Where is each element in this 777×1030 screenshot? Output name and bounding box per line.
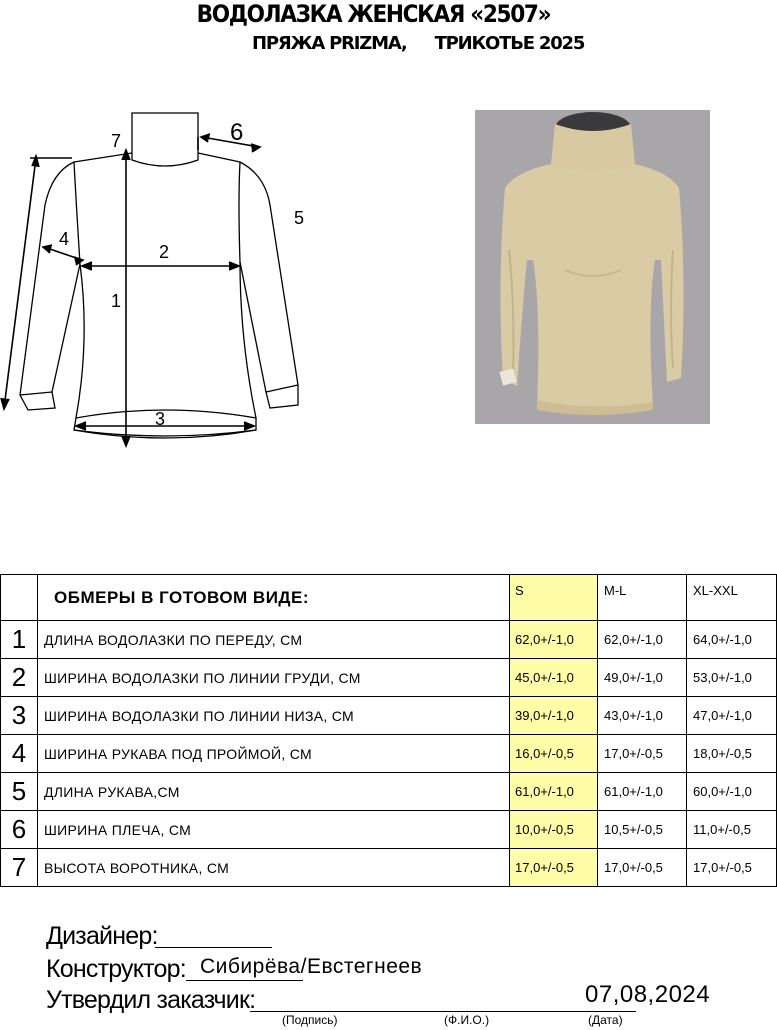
row-value-xl: 53,0+/-1,0: [687, 659, 777, 697]
row-value-s: 45,0+/-1,0: [510, 659, 598, 697]
row-name: ШИРИНА ВОДОЛАЗКИ ПО ЛИНИИ НИЗА, СМ: [38, 697, 510, 735]
label-6: 6: [230, 119, 244, 146]
row-value-xl: 18,0+/-0,5: [687, 735, 777, 773]
approval-signature-line: [250, 1011, 636, 1012]
table-row: [1, 735, 777, 773]
row-value-s: 61,0+/-1,0: [510, 773, 598, 811]
row-value-xl: 11,0+/-0,5: [687, 811, 777, 849]
caption-signature: (Подпись): [282, 1013, 338, 1027]
approval-date: 07,08,2024: [585, 981, 711, 1008]
sweater-outline: [20, 113, 298, 438]
row-number: 5: [1, 773, 38, 811]
row-name: ШИРИНА ПЛЕЧА, СМ: [38, 811, 510, 849]
row-value-ml: 10,5+/-0,5: [598, 811, 687, 849]
row-number: 2: [1, 659, 38, 697]
label-3: 3: [155, 409, 166, 429]
factory-label: ТРИКОТЬЕ 2025: [434, 33, 585, 54]
label-1: 1: [111, 291, 122, 311]
header-num-cell: [1, 575, 38, 621]
row-value-s: 62,0+/-1,0: [510, 621, 598, 659]
table-row: [1, 849, 777, 887]
garment-photo: [475, 110, 710, 424]
table-row: [1, 621, 777, 659]
caption-name: (Ф.И.О.): [444, 1013, 490, 1027]
constructor-signature-line: [186, 980, 303, 981]
label-4: 4: [59, 229, 70, 249]
size-xl-header: XL-XXL: [687, 575, 777, 621]
table-row: [1, 697, 777, 735]
measurements-table: [0, 574, 777, 887]
row-number: 4: [1, 735, 38, 773]
caption-date: (Дата): [588, 1013, 623, 1027]
row-value-s: 39,0+/-1,0: [510, 697, 598, 735]
row-value-ml: 43,0+/-1,0: [598, 697, 687, 735]
row-value-ml: 62,0+/-1,0: [598, 621, 687, 659]
row-value-xl: 17,0+/-0,5: [687, 849, 777, 887]
garment-sketch: [0, 95, 330, 455]
row-value-ml: 17,0+/-0,5: [598, 849, 687, 887]
approved-label: Утвердил заказчик:: [46, 986, 256, 1014]
table-title: ОБМЕРЫ В ГОТОВОМ ВИДЕ:: [38, 575, 510, 621]
size-s-header: S: [510, 575, 598, 621]
table-row: [1, 773, 777, 811]
row-number: 6: [1, 811, 38, 849]
row-name: ДЛИНА РУКАВА,СМ: [38, 773, 510, 811]
label-7: 7: [111, 131, 122, 151]
measurement-arrows: [1, 134, 260, 446]
row-number: 7: [1, 849, 38, 887]
document-subtitle: [252, 33, 584, 54]
row-name: ШИРИНА РУКАВА ПОД ПРОЙМОЙ, СМ: [38, 735, 510, 773]
row-name: ДЛИНА ВОДОЛАЗКИ ПО ПЕРЕДУ, СМ: [38, 621, 510, 659]
label-5: 5: [294, 208, 305, 228]
row-number: 1: [1, 621, 38, 659]
row-value-s: 10,0+/-0,5: [510, 811, 598, 849]
table-row: [1, 811, 777, 849]
row-name: ВЫСОТА ВОРОТНИКА, СМ: [38, 849, 510, 887]
row-value-xl: 47,0+/-1,0: [687, 697, 777, 735]
row-value-s: 17,0+/-0,5: [510, 849, 598, 887]
row-value-ml: 49,0+/-1,0: [598, 659, 687, 697]
row-value-ml: 61,0+/-1,0: [598, 773, 687, 811]
document-title: ВОДОЛАЗКА ЖЕНСКАЯ «2507»: [196, 0, 551, 28]
row-name: ШИРИНА ВОДОЛАЗКИ ПО ЛИНИИ ГРУДИ, СМ: [38, 659, 510, 697]
row-value-xl: 60,0+/-1,0: [687, 773, 777, 811]
table-header-row: [1, 575, 777, 621]
row-value-xl: 64,0+/-1,0: [687, 621, 777, 659]
designer-label: Дизайнер:: [46, 922, 158, 950]
table-row: [1, 659, 777, 697]
constructor-label: Конструктор:: [46, 955, 186, 983]
size-ml-header: M-L: [598, 575, 687, 621]
row-value-ml: 17,0+/-0,5: [598, 735, 687, 773]
row-number: 3: [1, 697, 38, 735]
constructor-value: Сибирёва/Евстегнеев: [200, 955, 423, 978]
designer-signature-line: [155, 947, 272, 948]
garment-photo-image: [475, 110, 710, 424]
label-2: 2: [159, 242, 170, 262]
row-value-s: 16,0+/-0,5: [510, 735, 598, 773]
yarn-label: ПРЯЖА PRIZMA,: [252, 33, 407, 54]
measurement-labels: [59, 119, 304, 429]
